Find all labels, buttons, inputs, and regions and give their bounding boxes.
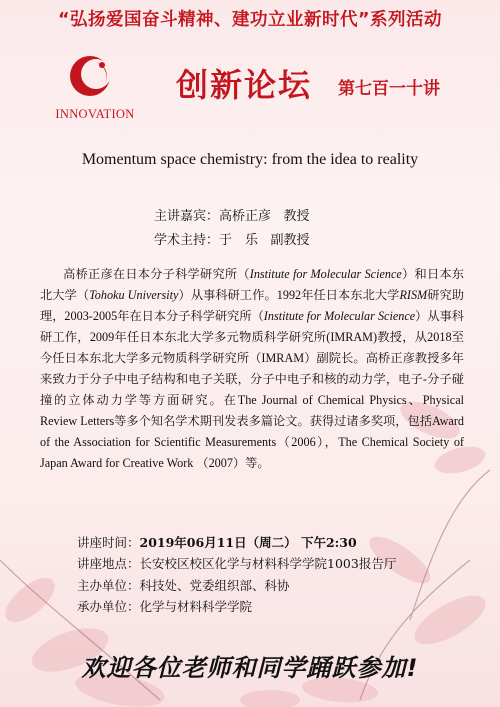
speaker-role: 教授 (283, 209, 310, 224)
speaker-label: 主讲嘉宾： (154, 209, 220, 224)
host-name: 于 乐 (219, 233, 259, 248)
speaker-line (154, 205, 309, 224)
series-slogan: “弘扬爱国奋斗精神、建功立业新时代”系列活动 (57, 10, 442, 30)
innovation-logo-icon (66, 53, 118, 99)
place-label: 讲座地点： (77, 556, 140, 572)
host-line (154, 229, 309, 248)
host-organization (77, 576, 396, 597)
host-label: 学术主持： (154, 233, 220, 248)
organizer-value: 化学与材料科学学院 (139, 598, 253, 614)
time-label: 讲座时间： (77, 535, 140, 550)
time-value: 2019年06月11日（周二） 下午2:30 (139, 535, 357, 550)
logo-text: INNOVATION (55, 107, 135, 121)
speaker-name: 高桥正彦 (219, 209, 272, 224)
organizer (77, 597, 396, 618)
organizer-label: 承办单位： (77, 598, 140, 614)
forum-episode: 第七百一十讲 (338, 79, 440, 99)
lecture-time (77, 533, 396, 554)
forum-title: 创新论坛 (176, 66, 313, 104)
welcome-message: 欢迎各位老师和同学踊跃参加! (81, 654, 419, 682)
host-org-value: 科技处、党委组织部、科协 (139, 577, 290, 593)
host-role: 副教授 (270, 233, 310, 248)
lecture-place (77, 554, 396, 575)
host-org-label: 主办单位： (77, 577, 140, 593)
speaker-bio: 高桥正彦在日本分子科学研究所（Institute for Molecular Science）和日本东北大学（Tohoku University）从事科研工作。1992年任日本东北大学RISM研究助理，2003-2005年在日本分子科学研究所（Institute for Molecular Science）从事科研工作，2009年任日本东北大学多元物质科学研究所(IMRAM)教授，从2018至今任日本东北大学多元物质科学研究所（IMRAM）副院长。高桥正彦教授多年来致力于分子中电子结构和电子关联，分子中电子和核的动力学，电子-分子碰撞的立体动力学等方面研究。在The Journal of Chemical Physics、Physical Review Letters等多个知名学术期刊发表多篇论文。获得过诸多奖项，包括Award of the Association for Scientific Measurements（2006），The Chemical Society of Japan Award for Creative Work （2007）等。 (40, 267, 465, 470)
place-value: 长安校区校区化学与材料科学学院1003报告厅 (139, 556, 397, 572)
talk-title: Momentum space chemistry: from the idea to reality (81, 151, 419, 168)
lecture-info (77, 533, 396, 618)
